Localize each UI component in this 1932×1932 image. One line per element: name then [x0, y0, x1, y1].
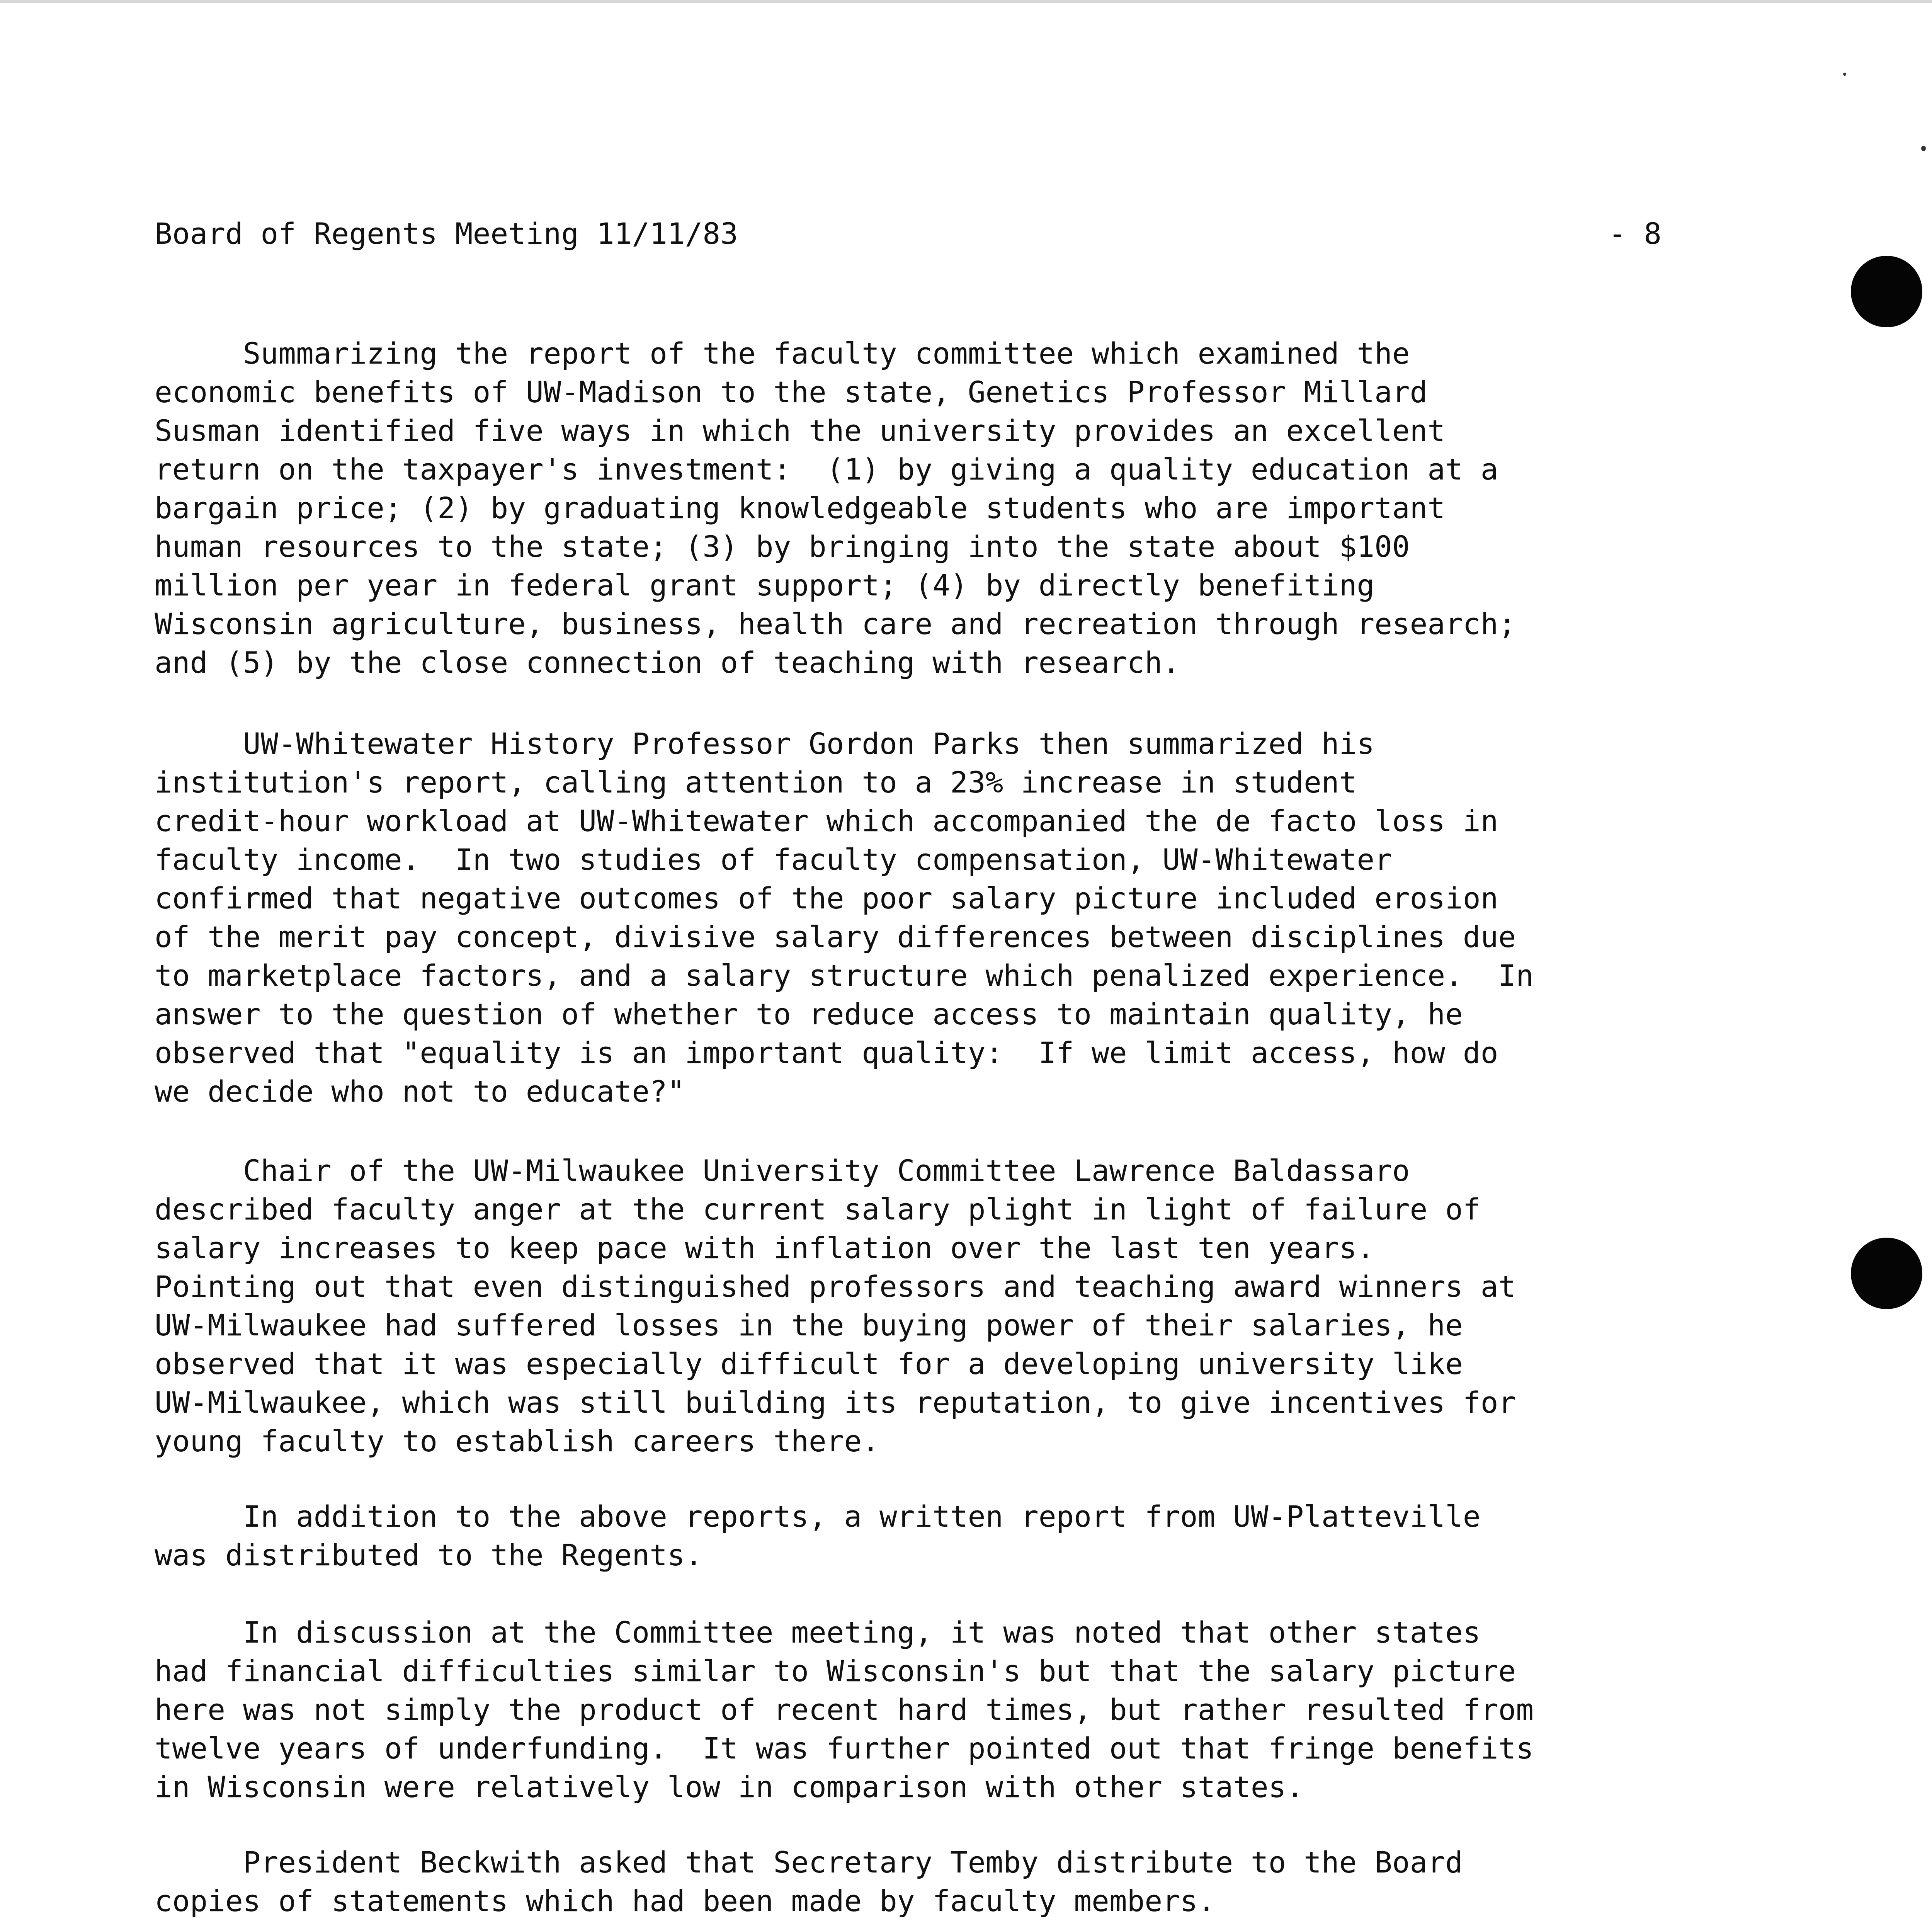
- text-line: bargain price; (2) by graduating knowledgeable students who are important: [155, 491, 1446, 525]
- text-line: in Wisconsin were relatively low in comparison with other states.: [155, 1770, 1304, 1804]
- text-line: had financial difficulties similar to Wisconsin's but that the salary picture: [155, 1654, 1516, 1688]
- paragraph-milwaukee-committee: [155, 1151, 1654, 1461]
- speck-mark: [1843, 73, 1846, 76]
- top-edge-rule: [0, 0, 1932, 3]
- punch-hole-middle: [1851, 1238, 1922, 1309]
- header-title: Board of Regents Meeting 11/11/83: [155, 216, 738, 251]
- text-line: Susman identified five ways in which the university provides an excellent: [155, 413, 1446, 448]
- text-line: In addition to the above reports, a written report from UW-Platteville: [155, 1499, 1481, 1534]
- speck-mark: [1921, 146, 1926, 151]
- text-line: million per year in federal grant support; (4) by directly benefiting: [155, 568, 1375, 602]
- text-line: to marketplace factors, and a salary structure which penalized experience. In: [155, 958, 1534, 993]
- text-line: young faculty to establish careers there.: [155, 1424, 879, 1458]
- page-header: [155, 214, 1662, 257]
- text-line: answer to the question of whether to reduce access to maintain quality, he: [155, 997, 1463, 1031]
- text-line: President Beckwith asked that Secretary Temby distribute to the Board: [155, 1845, 1463, 1879]
- text-line: we decide who not to educate?": [155, 1074, 685, 1109]
- text-line: UW-Milwaukee had suffered losses in the buying power of their salaries, he: [155, 1308, 1463, 1342]
- text-line: twelve years of underfunding. It was further pointed out that fringe benefits: [155, 1731, 1534, 1765]
- text-line: confirmed that negative outcomes of the poor salary picture included erosion: [155, 881, 1498, 915]
- text-line: Pointing out that even distinguished professors and teaching award winners at: [155, 1269, 1516, 1304]
- text-line: and (5) by the close connection of teaching with research.: [155, 645, 1180, 680]
- text-line: Summarizing the report of the faculty committee which examined the: [155, 336, 1410, 371]
- page-number: - 8: [1608, 216, 1662, 251]
- text-line: return on the taxpayer's investment: (1) by giving a quality education at a: [155, 452, 1498, 486]
- text-line: observed that it was especially difficult for a developing university like: [155, 1347, 1463, 1381]
- text-line: was distributed to the Regents.: [155, 1538, 703, 1572]
- text-line: faculty income. In two studies of faculty compensation, UW-Whitewater: [155, 842, 1392, 877]
- text-line: institution's report, calling attention to a 23% increase in student: [155, 765, 1357, 799]
- punch-hole-top: [1851, 256, 1922, 327]
- text-line: In discussion at the Committee meeting, it was noted that other states: [155, 1615, 1481, 1650]
- text-line: Wisconsin agriculture, business, health care and recreation through research;: [155, 607, 1516, 641]
- text-line: Chair of the UW-Milwaukee University Committee Lawrence Baldassaro: [155, 1153, 1410, 1188]
- paragraph-committee-discussion: [155, 1613, 1654, 1806]
- paragraph-economic-benefits: [155, 334, 1654, 682]
- text-line: described faculty anger at the current salary plight in light of failure of: [155, 1192, 1481, 1226]
- text-line: human resources to the state; (3) by bringing into the state about $100: [155, 529, 1410, 564]
- paragraph-beckwith-request: [155, 1843, 1654, 1920]
- text-line: UW-Milwaukee, which was still building its reputation, to give incentives for: [155, 1385, 1516, 1420]
- text-line: of the merit pay concept, divisive salary differences between disciplines due: [155, 920, 1516, 954]
- text-line: here was not simply the product of recent hard times, but rather resulted from: [155, 1692, 1534, 1727]
- text-line: credit-hour workload at UW-Whitewater which accompanied the de facto loss in: [155, 804, 1498, 838]
- text-line: UW-Whitewater History Professor Gordon Parks then summarized his: [155, 726, 1375, 761]
- text-line: economic benefits of UW-Madison to the state, Genetics Professor Millard: [155, 375, 1428, 409]
- text-line: copies of statements which had been made by faculty members.: [155, 1884, 1216, 1918]
- text-line: observed that "equality is an important quality: If we limit access, how do: [155, 1036, 1498, 1070]
- paragraph-platteville-report: [155, 1497, 1654, 1575]
- text-line: salary increases to keep pace with inflation over the last ten years.: [155, 1231, 1375, 1265]
- paragraph-whitewater-report: [155, 724, 1654, 1111]
